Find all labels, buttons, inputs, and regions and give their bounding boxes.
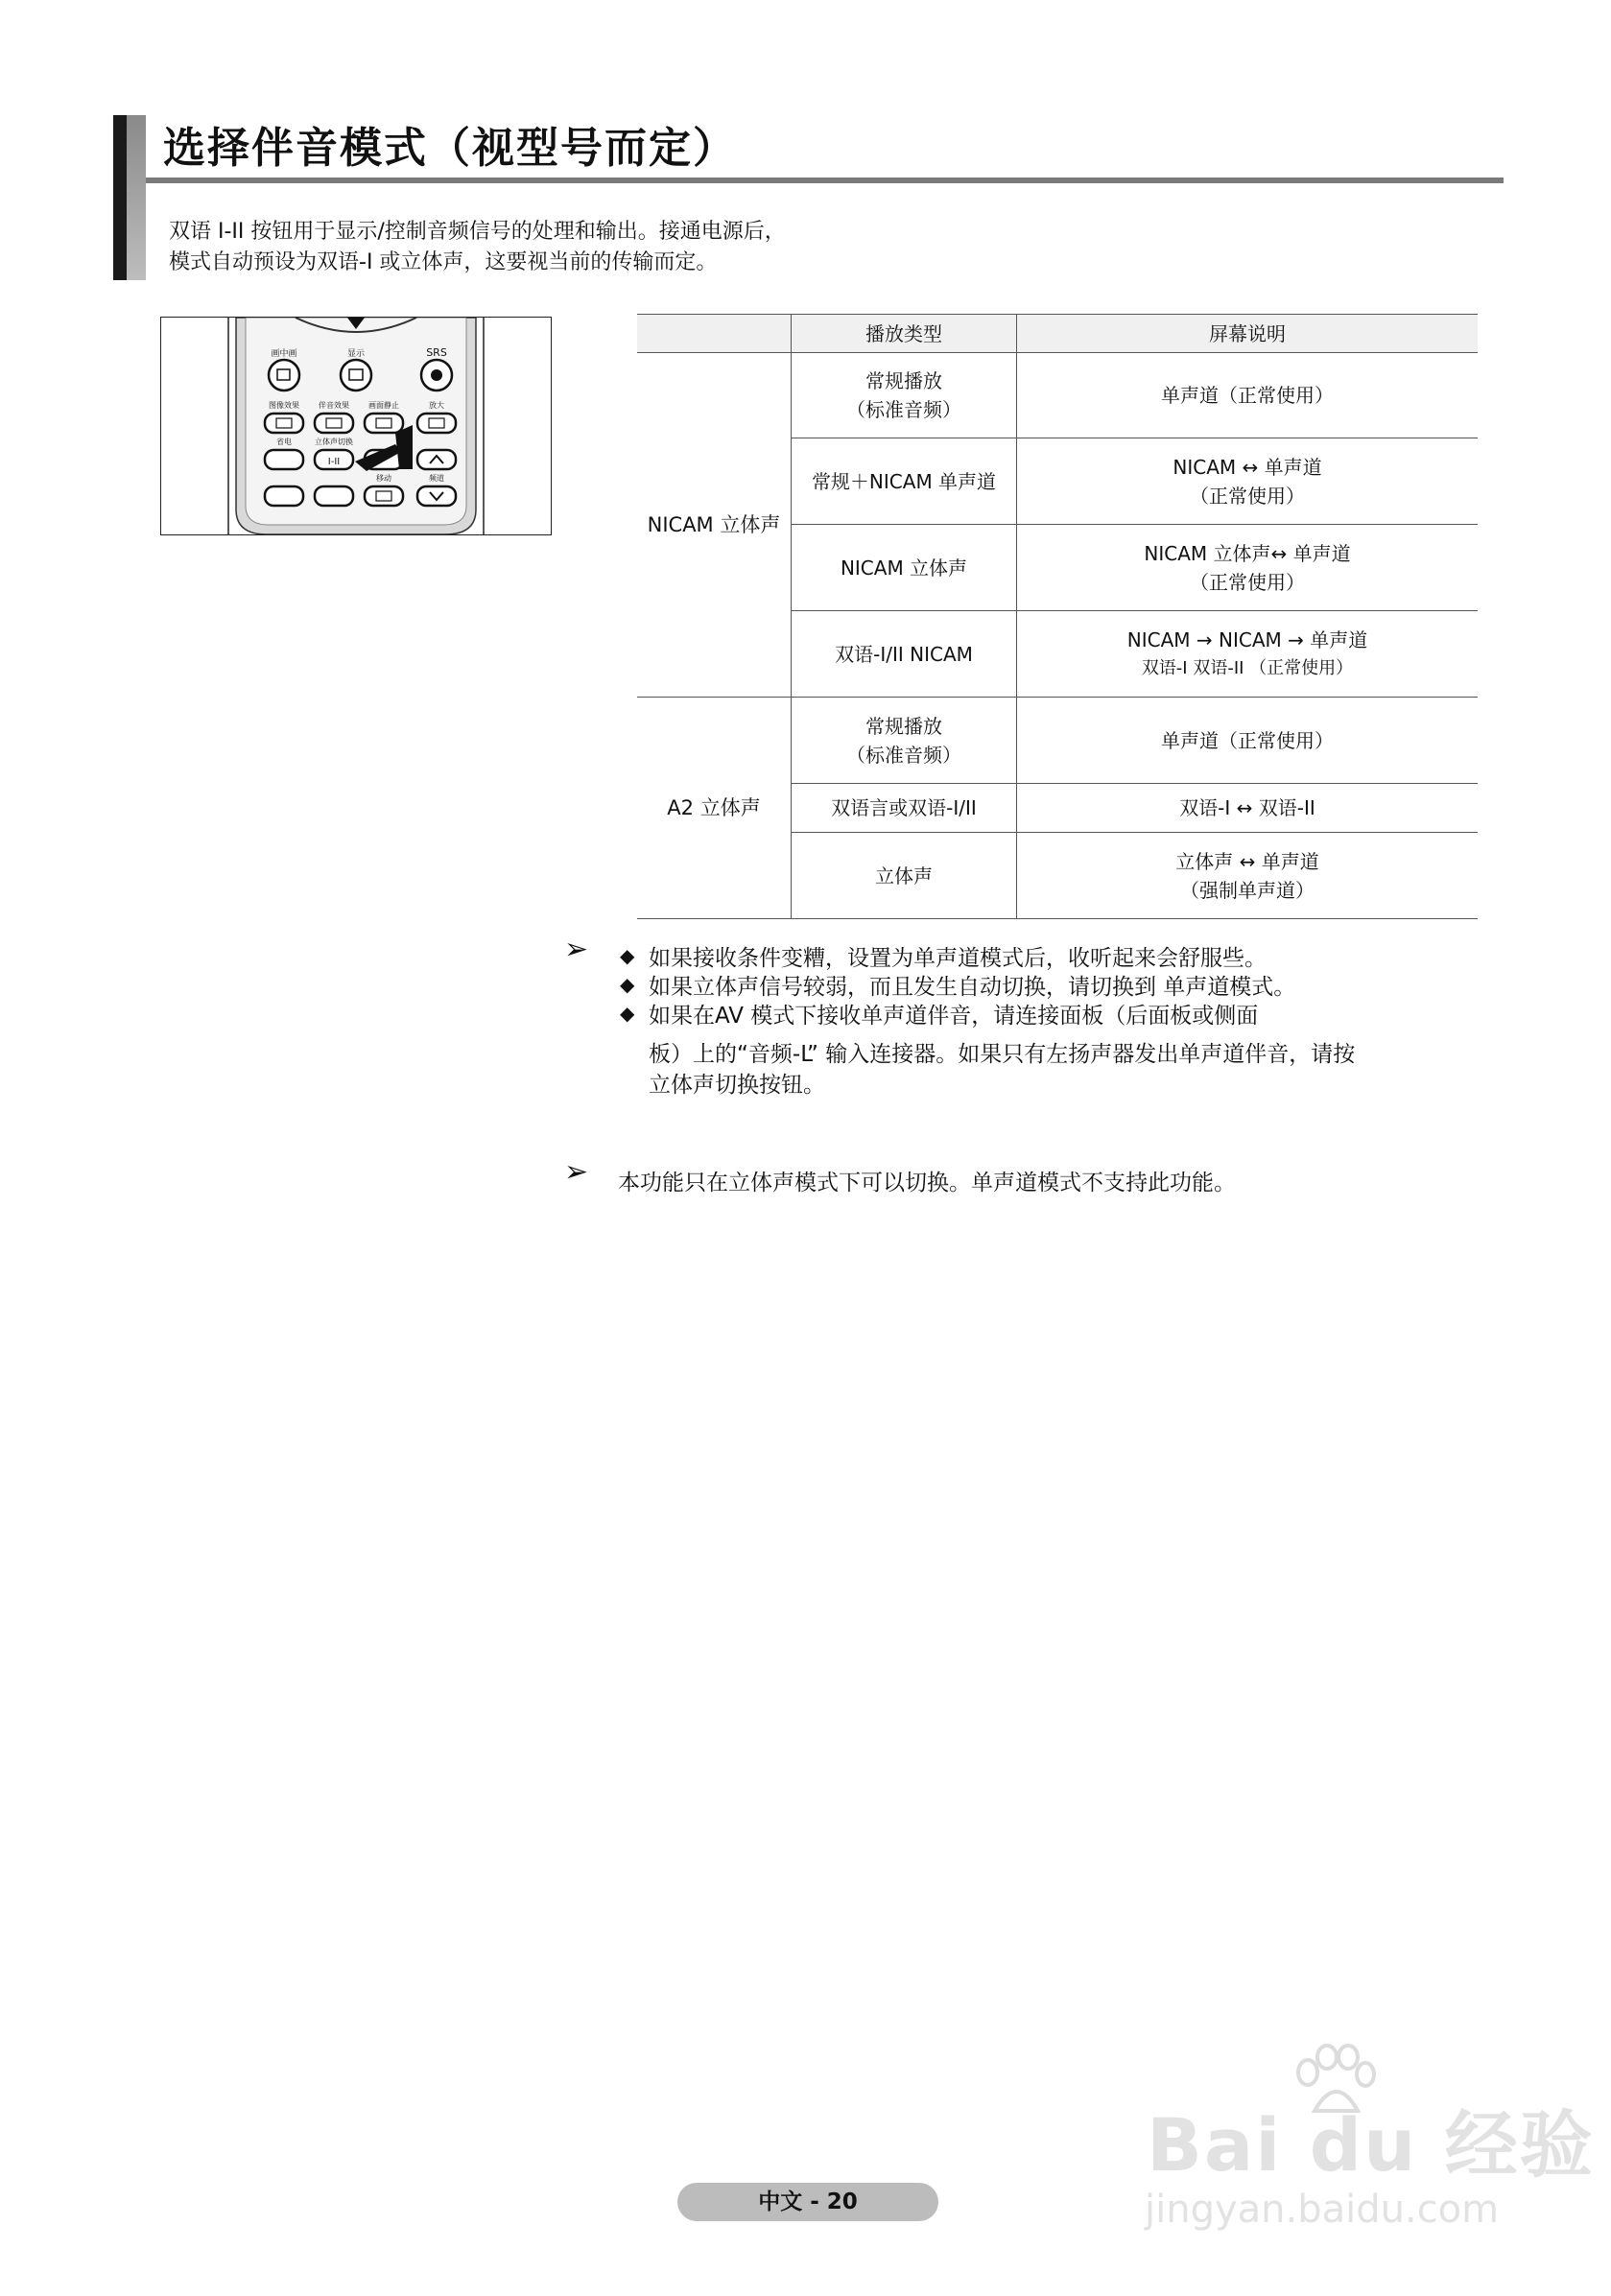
group-name: A2 立体声 xyxy=(637,698,792,919)
header-cell xyxy=(637,315,792,353)
note-line: 如果接收条件变糟，设置为单声道模式后，收听起来会舒服些。 xyxy=(649,946,1267,971)
header-cell-desc: 屏幕说明 xyxy=(1017,315,1479,353)
header-cell-type: 播放类型 xyxy=(792,315,1017,353)
table-row: 双语言或双语-I/II 双语-I ↔ 双语-II xyxy=(637,784,1478,833)
label-pip: 画中画 xyxy=(271,349,297,359)
header-gradient-bar xyxy=(127,115,146,280)
label-zoom: 放大 xyxy=(429,401,444,410)
header-rule xyxy=(146,178,1504,183)
pip-button xyxy=(269,360,299,391)
group-name: NICAM 立体声 xyxy=(637,353,792,698)
bullet-diamond-icon: ◆ xyxy=(620,973,635,996)
label-still: 画面静止 xyxy=(368,401,399,410)
table-row: NICAM 立体声 常规播放 （标准音频） 单声道（正常使用） xyxy=(637,353,1478,438)
note-line: 板）上的“音频-L” 输入连接器。如果只有左扬声器发出单声道伴音，请按 xyxy=(649,1042,1356,1067)
label-move: 移动 xyxy=(376,474,391,483)
intro-line: 模式自动预设为双语-I 或立体声，这要视当前的传输而定。 xyxy=(169,250,718,274)
display-button xyxy=(341,360,371,391)
remote-control-drawing xyxy=(161,318,551,534)
table-row: A2 立体声 常规播放 （标准音频） 单声道（正常使用） xyxy=(637,698,1478,784)
label-psize: 省电 xyxy=(276,438,292,446)
note-arrow-icon: ➢ xyxy=(564,1155,589,1189)
ch-up-button xyxy=(417,450,456,469)
header-accent-bar xyxy=(113,115,127,280)
table-header-row xyxy=(637,315,1478,353)
picture-button xyxy=(265,414,303,433)
note-arrow-icon: ➢ xyxy=(564,933,589,966)
label-display: 显示 xyxy=(346,349,366,359)
sound-mode-table xyxy=(637,314,1478,919)
sound-button xyxy=(315,414,353,433)
label-picture: 图像效果 xyxy=(269,401,299,410)
watermark-url: jingyan.baidu.com xyxy=(1145,2188,1500,2232)
page-number-footer: 中文 - 20 xyxy=(677,2183,938,2221)
svg-text:I-II: I-II xyxy=(327,457,341,467)
label-ch: 频道 xyxy=(429,474,444,483)
bullet-diamond-icon: ◆ xyxy=(620,1002,635,1025)
table-row: 立体声 立体声 ↔ 单声道 （强制单声道） xyxy=(637,833,1478,919)
note-line: 如果在AV 模式下接收单声道伴音，请连接面板（后面板或侧面 xyxy=(649,1004,1259,1029)
zoom-button xyxy=(417,414,456,433)
note-line: 如果立体声信号较弱，而且发生自动切换，请切换到 单声道模式。 xyxy=(649,975,1296,1000)
table-row: 常规＋NICAM 单声道 NICAM ↔ 单声道 （正常使用） xyxy=(637,438,1478,525)
page-title: 选择伴音模式（视型号而定） xyxy=(163,124,737,173)
note-line: 本功能只在立体声模式下可以切换。单声道模式不支持此功能。 xyxy=(618,1171,1236,1195)
intro-line: 双语 I-II 按钮用于显示/控制音频信号的处理和输出。接通电源后， xyxy=(169,220,786,244)
note-line: 立体声切换按钮。 xyxy=(649,1073,825,1098)
label-srs: SRS xyxy=(426,346,447,359)
table-row: NICAM 立体声 NICAM 立体声↔ 单声道 （正常使用） xyxy=(637,525,1478,611)
label-dual: 立体声切换 xyxy=(315,438,353,446)
label-sound: 伴音效果 xyxy=(319,401,349,410)
remote-control-illustration xyxy=(160,317,552,535)
watermark-brand: Bai du 经验 xyxy=(1147,2102,1595,2188)
ch-down-button xyxy=(417,486,456,506)
move-button xyxy=(365,486,403,506)
bullet-diamond-icon: ◆ xyxy=(620,944,635,967)
still-button xyxy=(365,414,403,433)
table-row: 双语-I/II NICAM NICAM → NICAM → 单声道 双语-I 双语-II （正常使用） xyxy=(637,611,1478,698)
psize-button xyxy=(265,450,303,469)
